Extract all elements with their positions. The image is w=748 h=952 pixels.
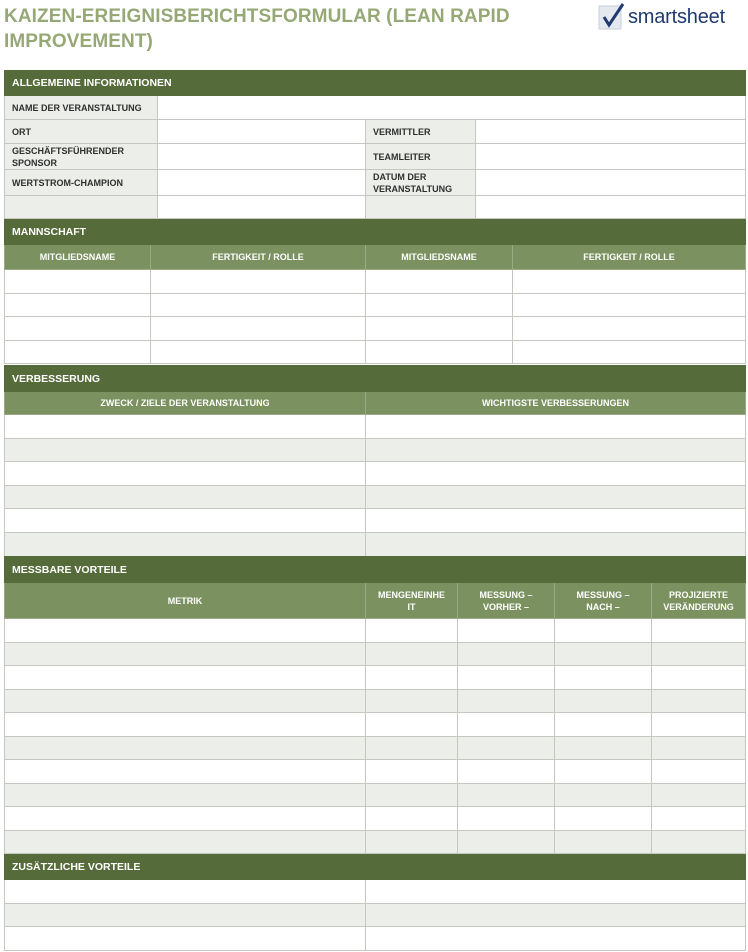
general-info-heading: ALLGEMEINE INFORMATIONEN: [5, 71, 746, 96]
table-cell[interactable]: [458, 642, 555, 666]
improvement-table: [4, 365, 746, 557]
table-cell[interactable]: [366, 642, 458, 666]
table-row: [5, 713, 746, 737]
table-cell[interactable]: [458, 689, 555, 713]
col-measure-before: [458, 583, 555, 619]
table-cell[interactable]: [5, 619, 366, 643]
table-cell[interactable]: [5, 642, 366, 666]
table-cell[interactable]: [366, 830, 458, 854]
col-skill-role-1: FERTIGKEIT / ROLLE: [151, 245, 366, 270]
table-cell[interactable]: [555, 689, 652, 713]
col-unit: [366, 583, 458, 619]
date-label: [366, 170, 476, 196]
table-cell[interactable]: [366, 509, 746, 533]
measurable-benefits-table: [4, 556, 746, 854]
additional-benefits-heading: ZUSÄTZLICHE VORTEILE: [5, 855, 746, 880]
table-cell[interactable]: [458, 736, 555, 760]
table-cell[interactable]: [458, 713, 555, 737]
table-cell[interactable]: [5, 485, 366, 509]
page-title: [4, 4, 564, 54]
table-cell[interactable]: [366, 619, 458, 643]
table-cell[interactable]: [366, 903, 746, 927]
table-cell[interactable]: [366, 783, 458, 807]
table-cell[interactable]: [5, 438, 366, 462]
page-title-line1: KAIZEN-EREIGNISBERICHTSFORMULAR (LEAN RAPID: [4, 6, 510, 27]
table-cell[interactable]: [652, 830, 746, 854]
col-change-line2: VERÄNDERUNG: [663, 601, 734, 612]
logo-text: smartsheet: [628, 5, 725, 28]
table-row: [5, 927, 746, 951]
table-row: [5, 532, 746, 556]
table-cell[interactable]: [458, 666, 555, 690]
table-cell[interactable]: [555, 783, 652, 807]
table-cell[interactable]: [366, 485, 746, 509]
checkmark-logo-icon: [598, 3, 626, 31]
champion-field[interactable]: [158, 170, 366, 196]
table-cell[interactable]: [366, 713, 458, 737]
facilitator-field[interactable]: [476, 120, 746, 144]
table-row: [5, 666, 746, 690]
date-field[interactable]: [476, 170, 746, 196]
table-cell[interactable]: [5, 830, 366, 854]
col-metric: METRIK: [5, 583, 366, 619]
table-row: [5, 760, 746, 784]
table-row: [5, 807, 746, 831]
table-cell[interactable]: [366, 462, 746, 486]
improvement-heading: VERBESSERUNG: [5, 366, 746, 392]
table-cell[interactable]: [5, 415, 366, 439]
table-cell[interactable]: [5, 293, 151, 317]
table-cell[interactable]: [366, 317, 513, 341]
sponsor-label-line2: SPONSOR: [12, 157, 58, 168]
table-cell[interactable]: [5, 340, 151, 364]
extra-label-cell[interactable]: [5, 196, 158, 219]
table-cell[interactable]: [652, 689, 746, 713]
table-row: [5, 830, 746, 854]
table-row: [5, 340, 746, 364]
table-cell[interactable]: [652, 783, 746, 807]
table-cell[interactable]: [151, 317, 366, 341]
date-label-line1: DATUM DER: [373, 171, 427, 182]
col-change-line1: PROJIZIERTE: [669, 589, 729, 600]
table-cell[interactable]: [366, 415, 746, 439]
table-cell[interactable]: [555, 642, 652, 666]
col-before-line2: VORHER –: [482, 601, 529, 612]
table-row: [5, 903, 746, 927]
team-lead-field[interactable]: [476, 144, 746, 170]
table-cell[interactable]: [652, 807, 746, 831]
table-row: [5, 736, 746, 760]
general-info-table: [4, 70, 746, 219]
col-member-name-1: MITGLIEDSNAME: [5, 245, 151, 270]
table-cell[interactable]: [652, 619, 746, 643]
extra-label-cell-2[interactable]: [366, 196, 476, 219]
team-heading: MANNSCHAFT: [5, 220, 746, 245]
table-cell[interactable]: [5, 783, 366, 807]
measurable-benefits-heading: MESSBARE VORTEILE: [5, 557, 746, 583]
table-cell[interactable]: [5, 880, 366, 904]
team-table: [4, 219, 746, 364]
table-cell[interactable]: [151, 270, 366, 294]
extra-field[interactable]: [158, 196, 366, 219]
table-cell[interactable]: [366, 532, 746, 556]
location-field[interactable]: [158, 120, 366, 144]
table-cell[interactable]: [366, 438, 746, 462]
table-cell[interactable]: [513, 270, 746, 294]
table-cell[interactable]: [555, 713, 652, 737]
event-name-field[interactable]: [158, 96, 746, 120]
table-cell[interactable]: [458, 783, 555, 807]
event-name-label: NAME DER VERANSTALTUNG: [5, 96, 158, 120]
sponsor-label-line1: GESCHÄFTSFÜHRENDER: [12, 145, 125, 156]
champion-label: WERTSTROM-CHAMPION: [5, 170, 158, 196]
col-unit-line2: IT: [407, 601, 416, 612]
table-cell[interactable]: [366, 666, 458, 690]
col-measure-after: [555, 583, 652, 619]
table-cell[interactable]: [555, 760, 652, 784]
table-cell[interactable]: [458, 807, 555, 831]
table-cell[interactable]: [5, 903, 366, 927]
table-cell[interactable]: [513, 293, 746, 317]
table-cell[interactable]: [652, 642, 746, 666]
additional-benefits-table: [4, 854, 746, 951]
col-before-line1: MESSUNG –: [479, 589, 533, 600]
table-cell[interactable]: [652, 713, 746, 737]
team-lead-label: TEAMLEITER: [366, 144, 476, 170]
location-label: ORT: [5, 120, 158, 144]
col-projected-change: [652, 583, 746, 619]
table-cell[interactable]: [652, 666, 746, 690]
sponsor-label: [5, 144, 158, 170]
col-member-name-2: MITGLIEDSNAME: [366, 245, 513, 270]
page-title-line2: IMPROVEMENT): [4, 31, 153, 52]
table-cell[interactable]: [5, 927, 366, 951]
smartsheet-logo: [598, 2, 725, 32]
table-row: [5, 485, 746, 509]
table-cell[interactable]: [5, 462, 366, 486]
table-cell[interactable]: [555, 619, 652, 643]
table-cell[interactable]: [366, 293, 513, 317]
table-cell[interactable]: [366, 689, 458, 713]
table-cell[interactable]: [652, 760, 746, 784]
table-cell[interactable]: [5, 532, 366, 556]
table-row: [5, 880, 746, 904]
table-row: [5, 293, 746, 317]
table-cell[interactable]: [5, 713, 366, 737]
table-cell[interactable]: [366, 880, 746, 904]
table-row: [5, 509, 746, 533]
table-row: [5, 619, 746, 643]
col-event-goals: ZWECK / ZIELE DER VERANSTALTUNG: [5, 392, 366, 415]
table-cell[interactable]: [458, 619, 555, 643]
sponsor-field[interactable]: [158, 144, 366, 170]
table-row: [5, 689, 746, 713]
table-cell[interactable]: [366, 760, 458, 784]
table-cell[interactable]: [555, 736, 652, 760]
table-cell[interactable]: [513, 317, 746, 341]
table-row: [5, 783, 746, 807]
table-cell[interactable]: [458, 830, 555, 854]
table-cell[interactable]: [366, 807, 458, 831]
table-row: [5, 462, 746, 486]
table-row: [5, 270, 746, 294]
table-cell[interactable]: [555, 666, 652, 690]
date-label-line2: VERANSTALTUNG: [373, 183, 453, 194]
table-cell[interactable]: [458, 760, 555, 784]
table-cell[interactable]: [366, 340, 513, 364]
table-cell[interactable]: [366, 736, 458, 760]
col-unit-line1: MENGENEINHE: [377, 589, 445, 600]
col-after-line2: NACH –: [586, 601, 620, 612]
table-cell[interactable]: [366, 927, 746, 951]
table-cell[interactable]: [151, 293, 366, 317]
facilitator-label: VERMITTLER: [366, 120, 476, 144]
table-cell[interactable]: [555, 830, 652, 854]
col-after-line1: MESSUNG –: [576, 589, 630, 600]
table-row: [5, 317, 746, 341]
table-cell[interactable]: [555, 807, 652, 831]
table-cell[interactable]: [5, 317, 151, 341]
table-cell[interactable]: [5, 807, 366, 831]
table-cell[interactable]: [652, 736, 746, 760]
table-cell[interactable]: [151, 340, 366, 364]
table-cell[interactable]: [5, 270, 151, 294]
table-cell[interactable]: [5, 760, 366, 784]
table-row: [5, 415, 746, 439]
table-cell[interactable]: [366, 270, 513, 294]
table-row: [5, 642, 746, 666]
table-cell[interactable]: [513, 340, 746, 364]
col-skill-role-2: FERTIGKEIT / ROLLE: [513, 245, 746, 270]
table-cell[interactable]: [5, 689, 366, 713]
extra-field-2[interactable]: [476, 196, 746, 219]
table-cell[interactable]: [5, 736, 366, 760]
table-cell[interactable]: [5, 666, 366, 690]
table-row: [5, 438, 746, 462]
table-cell[interactable]: [5, 509, 366, 533]
col-key-improvements: WICHTIGSTE VERBESSERUNGEN: [366, 392, 746, 415]
